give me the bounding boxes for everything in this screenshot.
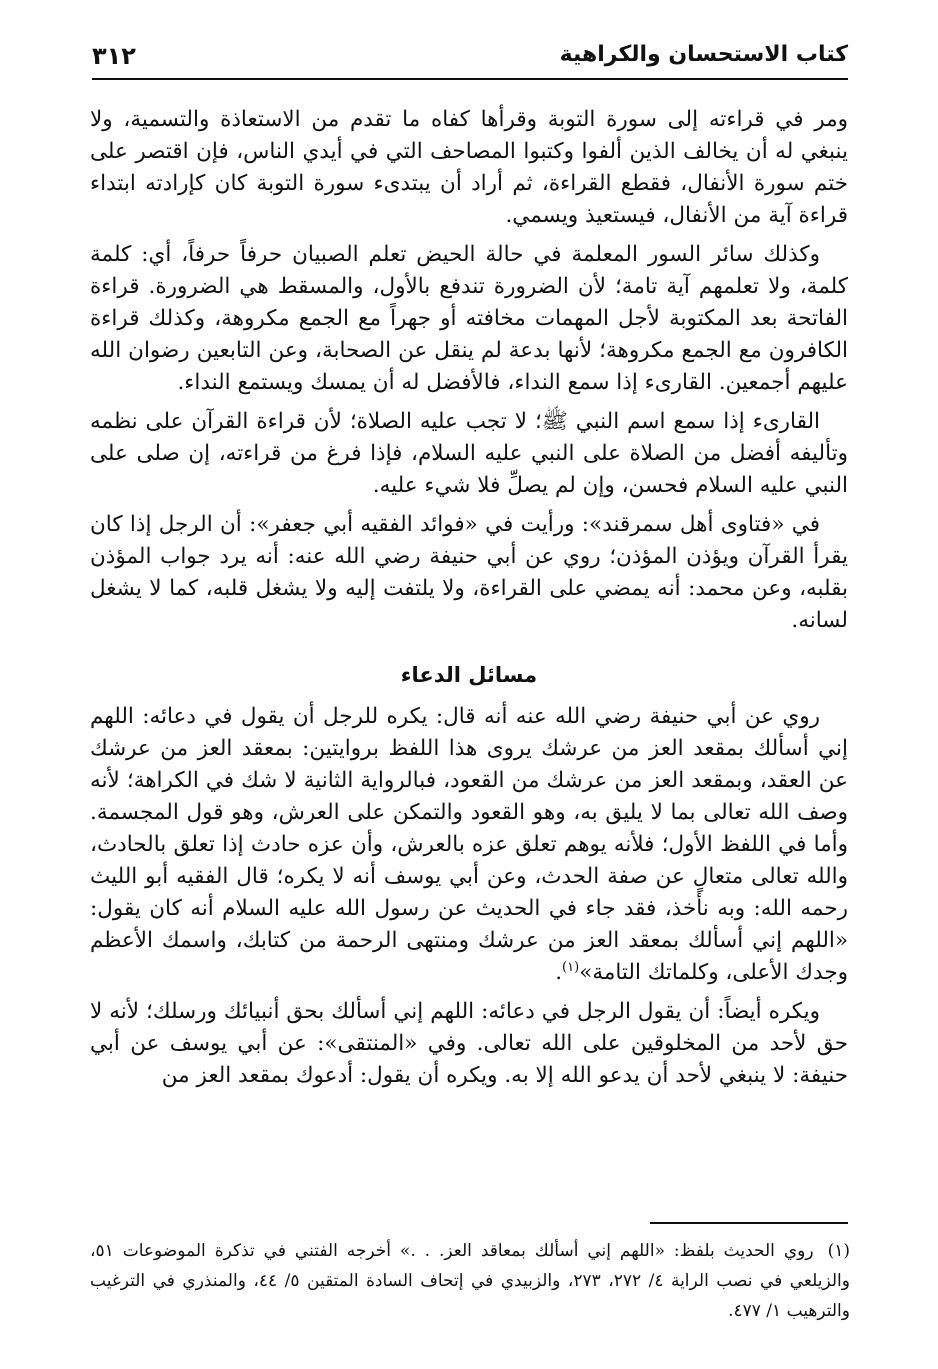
running-header: [92, 38, 848, 80]
paragraph: وكذلك سائر السور المعلمة في حالة الحيض تعلم الصبيان حرفاً حرفاً، أي: كلمة كلمة، ولا تعلمهم آية تامة؛ لأن الضرورة تندفع بالأول، والمسقط هي الضرورة. قراءة الفاتحة بعد المكتوبة لأجل المهمات مخافته أو جهراً مع الجمع مكروهة، وكذلك قراءة الكافرون مع الجمع مكروهة؛ لأنها بدعة لم ينقل عن الصحابة، وعن التابعين رضوان الله عليهم أجمعين. القارىء إذا سمع النداء، فالأفضل له أن يمسك ويستمع النداء.: [90, 242, 848, 395]
paragraph: [90, 701, 848, 989]
footnote-text: روي الحديث بلفظ: «اللهم إني أسألك بمعاقد العز. . .» أخرجه الفتني في تذكرة الموضوعات ٥١، والزيلعي في نصب الراية ٤/ ٢٧٢، ٢٧٣، والزبيدي في إتحاف السادة المتقين ٥/ ٤٤، والمنذري في الترغيب والترهيب ١/ ٤٧٧.: [90, 1241, 850, 1321]
paragraph: في «فتاوى أهل سمرقند»: ورأيت في «فوائد الفقيه أبي جعفر»: أن الرجل إذا كان يقرأ القرآن ويؤذن المؤذن؛ روي عن أبي حنيفة رضي الله عنه: أنه يرد جواب المؤذن بقلبه، وعن محمد: أنه يمضي على القراءة، ولا يلتفت إليه ولا يشغل قلبه، كما لا يشغل لسانه.: [90, 512, 848, 633]
paragraph: ويكره أيضاً: أن يقول الرجل في دعائه: اللهم إني أسألك بحق أنبيائك ورسلك؛ لأنه لا حق لأحد من المخلوقين على الله تعالى. وفي «المنتقى»: عن أبي يوسف عن أبي حنيفة: لا ينبغي لأحد أن يدعو الله إلا به. ويكره أن يقول: أدعوك بمقعد العز من: [90, 999, 848, 1088]
paragraph: القارىء إذا سمع اسم النبي ﷺ؛ لا تجب عليه الصلاة؛ لأن قراءة القرآن على نظمه وتأليفه أفضل من الصلاة على النبي عليه السلام، فإذا فرغ من قراءته، إن صلى على النبي عليه السلام فحسن، وإن لم يصلِّ فلا شيء عليه.: [90, 409, 848, 498]
paragraph: ومر في قراءته إلى سورة التوبة وقرأها كفاه ما تقدم من الاستعاذة والتسمية، ولا ينبغي له أن يخالف الذين ألفوا وكتبوا المصاحف التي في أيدي الناس، فإن اقتصر على ختم سورة الأنفال، فقطع القراءة، ثم أراد أن يبتدىء سورة التوبة كان كإرادته ابتداء قراءة آية من الأنفال، فيستعيذ ويسمي.: [90, 107, 848, 228]
book-title: كتاب الاستحسان والكراهية: [559, 42, 848, 67]
footnotes: [90, 1236, 850, 1326]
footnote-divider: [650, 1222, 848, 1224]
page-number: ٣١٢: [92, 42, 136, 70]
paragraph-text: روي عن أبي حنيفة رضي الله عنه أنه قال: يكره للرجل أن يقول في دعائه: اللهم إني أسألك بمقعد العز من عرشك يروى هذا اللفظ بروايتين: بمعقد العز من عرشك عن العقد، وبمقعد العز من عرشك من القعود، فبالرواية الثانية لا شك في الكراهة؛ لأنه وصف الله تعالى بما لا يليق به، وهو القعود والتمكن على العرش، وهو قول المجسمة. وأما في اللفظ الأول؛ فلأنه يوهم تعلق عزه بالعرش، وأن عزه حادث إذا تعلق بالحادث، والله تعالى متعالٍ عن صفة الحدث، وعن أبي يوسف أنه لا يكره؛ قال الفقيه أبو الليث رحمه الله: وبه نأخذ، فقد جاء في الحديث عن رسول الله عليه السلام أنه كان يقول: «اللهم إني أسألك بمعقد العز من عرشك ومنتهى الرحمة من كتابك، واسمك الأعظم وجدك الأعلى، وكلماتك التامة»: [90, 704, 848, 985]
footnote-number: (١): [827, 1241, 850, 1261]
footnote-marker[interactable]: (١): [562, 959, 580, 975]
sentence-end: .: [555, 960, 563, 985]
section-heading: مسائل الدعاء: [400, 663, 538, 687]
main-text: [90, 104, 848, 1099]
